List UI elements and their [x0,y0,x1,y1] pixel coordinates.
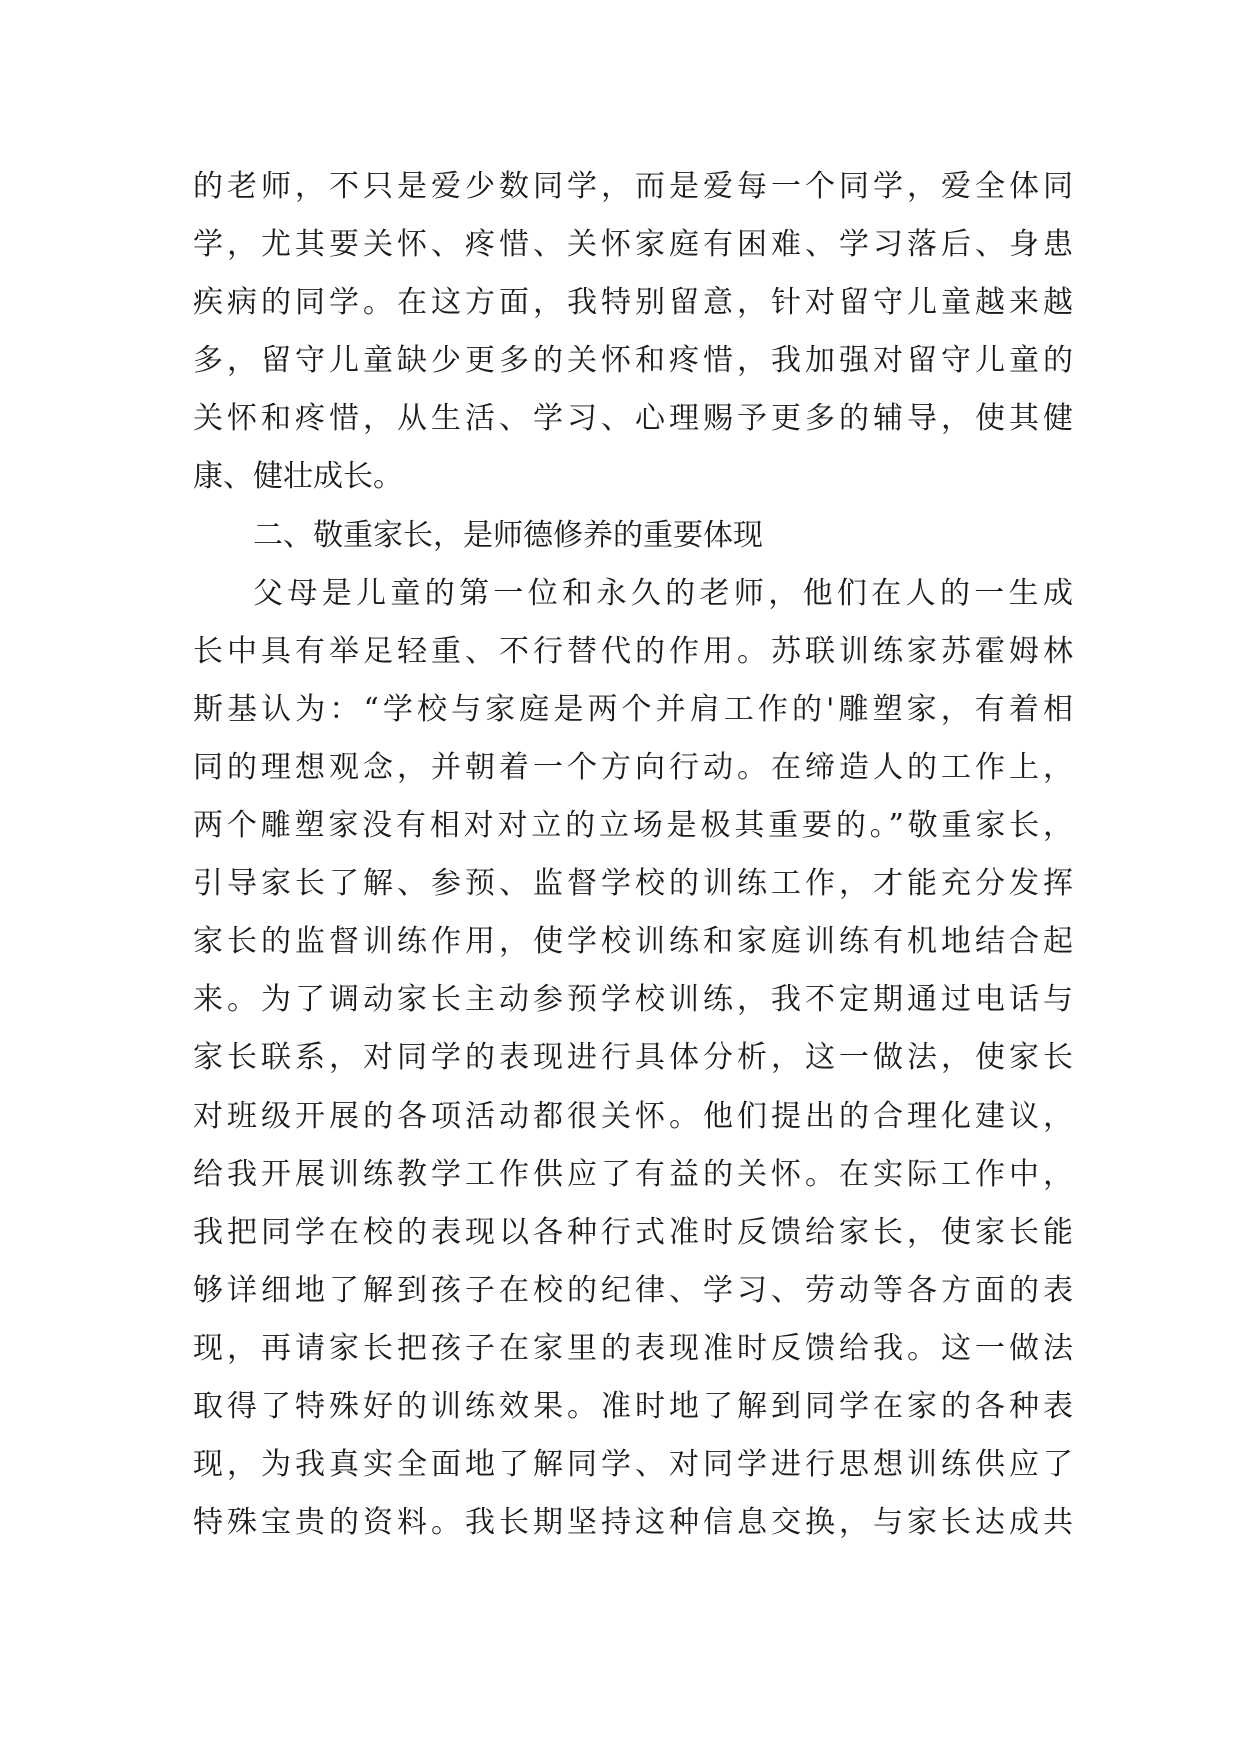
text-line: 来。为了调动家长主动参预学校训练，我不定期通过电话与 [193,982,1073,1018]
text-line: 现，再请家长把孩子在家里的表现准时反馈给我。这一做法 [193,1330,1073,1366]
text-line: 斯基认为：“学校与家庭是两个并肩工作的'雕塑家，有着相 [193,691,1073,727]
text-line: 康、健壮成长。 [193,459,403,495]
text-line: 家长联系，对同学的表现进行具体分析，这一做法，使家长 [193,1040,1073,1076]
text-line: 对班级开展的各项活动都很关怀。他们提出的合理化建议， [193,1098,1073,1134]
text-line: 够详细地了解到孩子在校的纪律、学习、劳动等各方面的表 [193,1272,1073,1308]
section-heading: 二、敬重家长，是师德修养的重要体现 [253,517,763,553]
text-line: 引导家长了解、参预、监督学校的训练工作，才能充分发挥 [193,866,1073,902]
text-line: 同的理想观念，并朝着一个方向行动。在缔造人的工作上， [193,749,1073,785]
text-line: 我把同学在校的表现以各种行式准时反馈给家长，使家长能 [193,1214,1073,1250]
text-line: 给我开展训练教学工作供应了有益的关怀。在实际工作中， [193,1156,1073,1192]
text-line: 父母是儿童的第一位和永久的老师，他们在人的一生成 [253,575,1073,611]
text-line: 多，留守儿童缺少更多的关怀和疼惜，我加强对留守儿童的 [193,343,1073,379]
text-line: 现，为我真实全面地了解同学、对同学进行思想训练供应了 [193,1447,1073,1483]
text-line: 关怀和疼惜，从生活、学习、心理赐予更多的辅导，使其健 [193,401,1073,437]
text-line: 学，尤其要关怀、疼惜、关怀家庭有困难、学习落后、身患 [193,227,1073,263]
text-line: 两个雕塑家没有相对对立的立场是极其重要的。”敬重家长， [193,808,1073,844]
text-line: 特殊宝贵的资料。我长期坚持这种信息交换，与家长达成共 [193,1505,1073,1541]
text-line: 疾病的同学。在这方面，我特别留意，针对留守儿童越来越 [193,285,1073,321]
text-line: 取得了特殊好的训练效果。准时地了解到同学在家的各种表 [193,1388,1073,1424]
text-line: 长中具有举足轻重、不行替代的作用。苏联训练家苏霍姆林 [193,633,1073,669]
text-line: 的老师，不只是爱少数同学，而是爱每一个同学，爱全体同 [193,169,1073,204]
body-text [193,158,1073,1552]
text-line: 家长的监督训练作用，使学校训练和家庭训练有机地结合起 [193,924,1073,960]
